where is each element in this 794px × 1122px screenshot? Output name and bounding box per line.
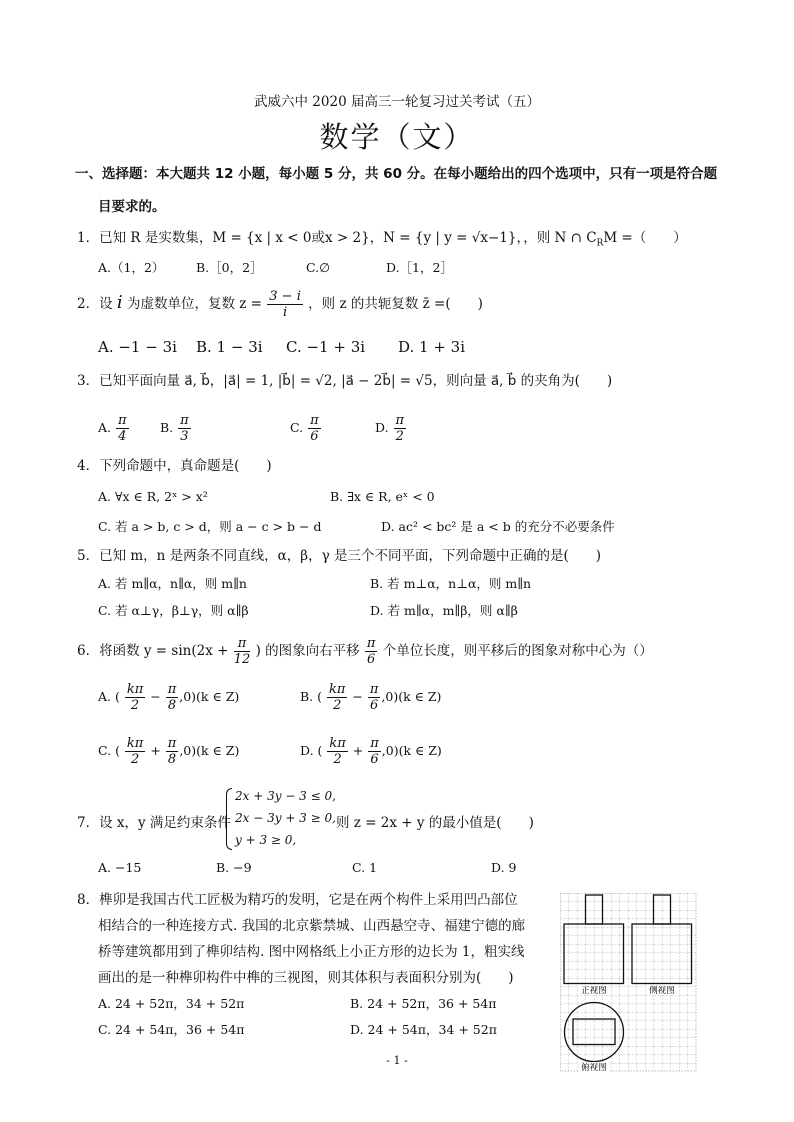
fraction-denominator: 2 (333, 698, 342, 713)
question-8-line3: 桥等建筑都用到了榫卯结构. 图中网格纸上小正方形的边长为 1，粗实线 (98, 944, 525, 960)
fraction-denominator: 2 (333, 752, 342, 767)
q3-option-b-label: B. (160, 420, 174, 435)
q3-option-d (375, 414, 407, 443)
fraction-pi-6 (368, 683, 381, 712)
fraction-kpi-2 (327, 737, 347, 766)
q1-option-b: B.［0，2］ (196, 260, 263, 275)
fraction-pi-8 (166, 737, 179, 766)
q8-option-b: B. 24 + 52π，36 + 54π (350, 996, 497, 1011)
question-8-line4: 画出的是一种榫卯构件中榫的三视图，则其体积与表面积分别为( ) (98, 970, 514, 986)
q5-option-b: B. 若 m⊥α，n⊥α，则 m∥n (370, 576, 532, 591)
fraction-denominator: 3 (180, 429, 189, 444)
fraction-numerator: π (369, 682, 379, 697)
fraction-pi-6 (308, 414, 321, 443)
q8-option-c: C. 24 + 54π，36 + 54π (98, 1022, 245, 1037)
q3-option-a (98, 414, 130, 443)
q6-option-a: A. ( $\frac{k\pi}{2}$ − $\frac{\pi}{8}$ ,0)(k ∈ Z) (98, 682, 240, 713)
fraction-numerator: π (310, 413, 319, 428)
q7-option-a: A. −15 (98, 860, 142, 875)
fraction-denominator: 4 (118, 429, 127, 444)
fraction-denominator: 8 (167, 752, 177, 767)
fraction-numerator: π (167, 736, 177, 751)
question-3: 3．已知平面向量 a⃗, b⃗，|a⃗| = 1, |b⃗| = √2, |a⃗ − 2b⃗| = √5，则向量 a⃗, b⃗ 的夹角为( ) (77, 373, 613, 389)
fraction-numerator: π (180, 413, 189, 428)
constraint-brace (226, 788, 232, 850)
q7-option-d: D. 9 (491, 860, 517, 875)
q3-option-d-label: D. (375, 420, 389, 435)
fraction-numerator: π (370, 736, 379, 751)
q6-option-d-label: D. (300, 743, 314, 758)
q6-option-d-tail: ,0)(k ∈ Z) (381, 743, 442, 758)
question-8-line1: 8．榫卯是我国古代工匠极为精巧的发明，它是在两个构件上采用凹凸部位 (77, 892, 518, 908)
fraction-numerator: kπ (329, 682, 346, 697)
q4-option-a: A. ∀x ∈ R, 2ˣ > x² (98, 489, 208, 504)
fraction-numerator: kπ (329, 736, 346, 751)
q3-option-a-label: A. (98, 420, 112, 435)
q5-option-c: C. 若 α⊥γ，β⊥γ，则 α∥β (98, 603, 249, 618)
question-2-pre: 2．设 (77, 296, 113, 312)
section-heading-line2: 目要求的。 (98, 199, 166, 215)
fraction-pi-6 (365, 637, 378, 666)
q6-option-b: B. ( $\frac{k\pi}{2}$ − $\frac{\pi}{6}$ ,0)(k ∈ Z) (300, 682, 442, 713)
fraction-denominator: 2 (395, 429, 404, 444)
q2-option-c: C. −1 + 3i (286, 338, 366, 356)
q1-option-d: D.［1，2］ (386, 260, 453, 275)
question-2 (77, 290, 483, 319)
q6-option-a-tail: ,0)(k ∈ Z) (179, 689, 240, 704)
fraction-denominator: 8 (167, 698, 177, 713)
q5-option-a: A. 若 m∥α，n∥α，则 m∥n (98, 576, 247, 591)
fraction-denominator: 2 (130, 752, 140, 767)
fraction-numerator: π (167, 682, 177, 697)
fraction-pi-4 (116, 414, 129, 443)
imaginary-unit: i (116, 292, 123, 313)
q6-option-c: C. ( $\frac{k\pi}{2}$ + $\frac{\pi}{8}$ ,0)(k ∈ Z) (98, 736, 240, 767)
fraction-denominator: 2 (130, 698, 140, 713)
q2-option-a: A. −1 − 3i (98, 338, 177, 356)
q4-option-d: D. ac² < bc² 是 a < b 的充分不必要条件 (381, 519, 615, 534)
constraint-1: 2x + 3y − 3 ≤ 0, (235, 789, 336, 803)
q6-option-c-label: C. (98, 743, 112, 758)
q5-option-d: D. 若 m∥α，m∥β，则 α∥β (370, 603, 518, 618)
side-view-label: 侧视图 (649, 986, 675, 996)
question-6 (77, 637, 653, 666)
fraction-pi-8 (166, 683, 179, 712)
page-number: - 1 - (386, 1054, 408, 1067)
question-1-subscript: R (596, 238, 604, 249)
section-heading: 一、选择题：本大题共 12 小题，每小题 5 分，共 60 分。在每小题给出的四个选项中，只有一项是符合题 (75, 166, 718, 182)
fraction-numerator: π (234, 637, 251, 652)
q1-option-c: C.∅ (306, 260, 330, 275)
fraction-numerator: π (395, 413, 405, 428)
fraction-pi-12 (234, 637, 251, 666)
q4-option-c: C. 若 a > b, c > d，则 a − c > b − d (98, 519, 322, 534)
q3-option-b (160, 414, 192, 443)
q4-option-b: B. ∃x ∈ R, eˣ < 0 (330, 489, 435, 504)
front-view-label: 正视图 (581, 986, 607, 996)
fraction-denominator: 6 (370, 752, 379, 767)
q6-option-a-label: A. (98, 689, 112, 704)
fraction-denominator: 6 (369, 698, 379, 713)
question-8-line2: 相结合的一种连接方式. 我国的北京紫禁城、山西悬空寺、福建宁德的廊 (98, 918, 526, 934)
fraction-pi-2 (394, 414, 407, 443)
q7-option-c: C. 1 (352, 860, 378, 875)
fraction-denominator: 12 (233, 652, 251, 667)
q6-option-c-tail: ,0)(k ∈ Z) (179, 743, 240, 758)
fraction-kpi-2 (125, 683, 145, 712)
fraction-numerator: π (366, 636, 376, 651)
fraction-numerator: π (118, 413, 127, 428)
fraction-denominator: 6 (310, 429, 319, 444)
fraction-numerator: kπ (126, 682, 144, 697)
fraction-pi-6 (368, 737, 381, 766)
q6-option-b-tail: ,0)(k ∈ Z) (381, 689, 442, 704)
question-1 (77, 232, 687, 249)
question-1-tail: M =（ ） (603, 230, 687, 246)
question-5: 5．已知 m，n 是两条不同直线，α，β，γ 是三个不同平面，下列命题中正确的是( ) (77, 548, 601, 564)
constraint-2: 2x − 3y + 3 ≥ 0, (235, 811, 336, 825)
top-view-label: 俯视图 (581, 1063, 607, 1073)
q8-option-a: A. 24 + 52π，34 + 52π (98, 996, 245, 1011)
q2-option-d: D. 1 + 3i (398, 338, 466, 356)
q6-option-d: D. ( $\frac{k\pi}{2}$ + $\frac{\pi}{6}$ ,0)(k ∈ Z) (300, 736, 442, 767)
exam-subtitle: 武威六中 2020 届高三一轮复习过关考试（五） (254, 94, 540, 110)
fraction-denominator: 6 (367, 652, 376, 667)
q1-option-a: A.（1，2） (98, 260, 165, 275)
question-1-text: 1．已知 R 是实数集，M = {x | x < 0或x > 2}，N = {y | y = √x−1}，，则 N ∩ C (77, 230, 597, 246)
question-2-mid: 为虚数单位，复数 z = (126, 296, 262, 312)
fraction-kpi-2 (327, 683, 347, 712)
question-4: 4．下列命题中，真命题是( ) (77, 458, 272, 474)
q3-option-c-label: C. (290, 420, 304, 435)
fraction-pi-3 (178, 414, 191, 443)
constraint-3: y + 3 ≥ 0, (235, 833, 297, 847)
question-2-tail: ，则 z 的共轭复数 z̄ =( ) (308, 296, 483, 312)
fraction-numerator: kπ (126, 736, 144, 751)
q2-option-b: B. 1 − 3i (196, 338, 263, 356)
question-6-tail: 个单位长度，则平移后的图象对称中心为（） (382, 643, 653, 659)
question-7-pre: 7．设 x，y 满足约束条件 (77, 815, 231, 831)
question-6-pre: 6．将函数 y = sin(2x + (77, 643, 229, 659)
q6-option-b-label: B. (300, 689, 314, 704)
q7-option-b: B. −9 (216, 860, 252, 875)
fraction-denominator: i (282, 305, 288, 320)
fraction-numerator: 3 − i (269, 289, 301, 304)
fraction-z (267, 290, 303, 319)
question-6-mid: ) 的图象向右平移 (255, 643, 360, 659)
q8-option-d: D. 24 + 54π，34 + 52π (350, 1022, 497, 1037)
fraction-kpi-2 (125, 737, 145, 766)
three-view-figure (560, 893, 700, 1073)
question-7-tail: 则 z = 2x + y 的最小值是( ) (336, 815, 534, 831)
q3-option-c (290, 414, 322, 443)
page-title: 数学（文） (319, 120, 475, 154)
